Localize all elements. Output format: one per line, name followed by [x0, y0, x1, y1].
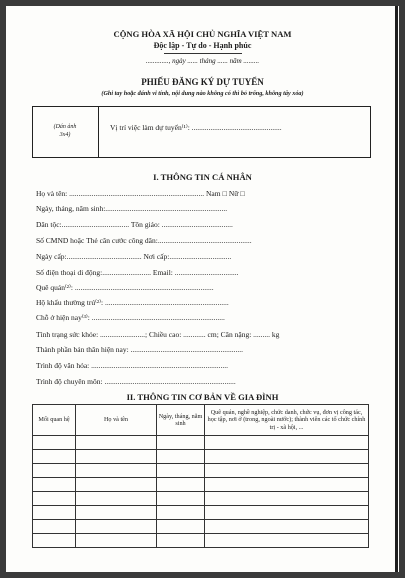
table-row[interactable] — [33, 478, 369, 492]
field-professional-level[interactable]: Trình độ chuyên môn: ...................................................................... — [36, 377, 236, 386]
field-phone-email[interactable]: Số điện thoại di động:.......................... Email: .................................. — [36, 268, 239, 277]
form-title: PHIẾU ĐĂNG KÝ DỰ TUYỂN — [141, 77, 264, 87]
field-current-address[interactable]: Chỗ ở hiện nay⁽³⁾: ....................................................................... — [36, 313, 225, 322]
date-line: ............., ngày ...... tháng ...... năm ......... — [145, 57, 260, 65]
field-date-of-birth[interactable]: Ngày, tháng, năm sinh:................................................................. — [36, 204, 228, 213]
form-subtitle: (Ghi tay hoặc đánh vi tính, nội dung nào không có thì bỏ trống, không tẩy xóa) — [101, 90, 304, 97]
table-row[interactable] — [33, 450, 369, 464]
field-permanent-residence[interactable]: Hộ khẩu thường trú⁽²⁾: .................................................................. — [36, 298, 229, 307]
table-row[interactable] — [33, 534, 369, 548]
col-birth-date: Ngày, tháng, năm sinh — [157, 405, 205, 436]
photo-label-2: 3x4) — [59, 132, 71, 138]
field-hometown[interactable]: Quê quán⁽²⁾: .......................................................................... — [36, 283, 214, 292]
table-row[interactable] — [33, 492, 369, 506]
field-full-name[interactable]: Họ và tên: ........................................................................ Nam □ Nữ □ — [36, 189, 245, 198]
table-row[interactable] — [33, 506, 369, 520]
field-social-status[interactable]: Thành phần bản thân hiện nay: ............................................................ — [36, 345, 244, 354]
field-ethnicity-religion[interactable]: Dân tộc:.................................... Tôn giáo: ...................................... — [36, 220, 233, 229]
field-id-number[interactable]: Số CMND hoặc Thẻ căn cước công dân:.................................................. — [36, 236, 252, 245]
section2-title: II. THÔNG TIN CƠ BẢN VỀ GIA ĐÌNH — [126, 392, 279, 402]
col-relationship: Mối quan hệ — [33, 405, 76, 436]
field-issue-date-place[interactable]: Ngày cấp:........................................ Nơi cấp:................................. — [36, 252, 232, 261]
motto-underline — [164, 53, 242, 54]
field-health-height-weight[interactable]: Tình trạng sức khỏe: ........................; Chiều cao: ............ cm; Cân nặng: ......... kg — [36, 330, 280, 339]
section1-title: I. THÔNG TIN CÁ NHÂN — [153, 172, 252, 182]
family-table — [32, 404, 369, 548]
table-row[interactable] — [33, 520, 369, 534]
position-field[interactable]: Vị trí việc làm dự tuyển⁽¹⁾: ................................................ — [110, 123, 282, 132]
table-row[interactable] — [33, 464, 369, 478]
field-education-level[interactable]: Trình độ văn hóa: ......................................................................... — [36, 361, 229, 370]
photo-label-1: (Dán ảnh — [53, 124, 77, 130]
national-title: CỘNG HÒA XÃ HỘI CHỦ NGHĨA VIỆT NAM — [113, 29, 292, 39]
national-motto: Độc lập - Tự do - Hạnh phúc — [153, 41, 252, 50]
col-full-name: Họ và tên — [76, 405, 157, 436]
table-row[interactable] — [33, 436, 369, 450]
col-details: Quê quán, nghề nghiệp, chức danh, chức vụ, đơn vị công tác, học tập, nơi ở (trong, ngoài nước); thành viên các tổ chức chính trị - xã hội, ... — [205, 405, 369, 436]
